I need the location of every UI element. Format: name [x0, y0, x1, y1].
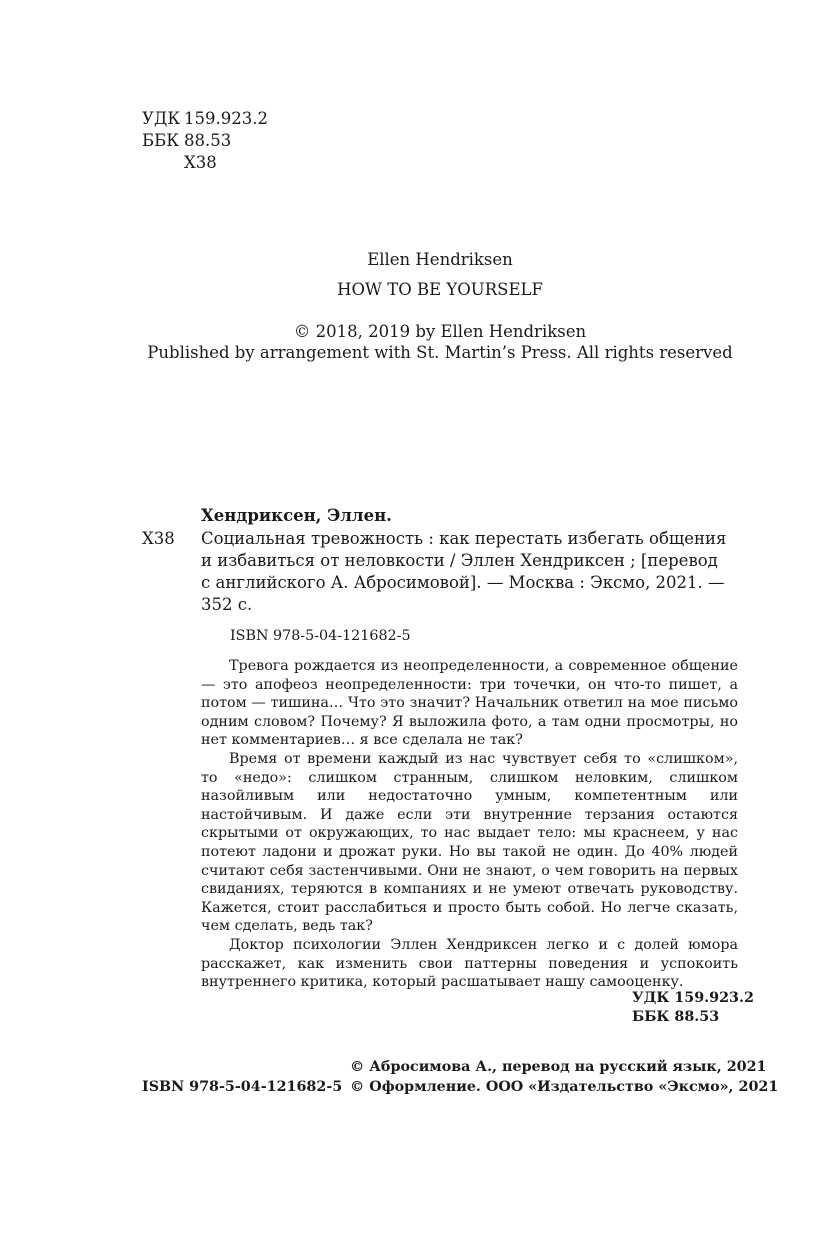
classification-block: [142, 108, 268, 174]
bib-description: [201, 528, 737, 616]
annotation-paragraph: Доктор психологии Эллен Хендриксен легко и с долей юмора расскажет, как изменить свои паттерны поведения и успокоить внутреннего критика, который расшатывает нашу самооценку.: [201, 936, 738, 991]
publishing-rights-line: Published by arrangement with St. Martin’s Press. All rights reserved: [147, 343, 733, 362]
udk-value: 159.923.2: [184, 109, 268, 128]
bib-line: и избавиться от неловкости / Эллен Хендриксен ; [перевод: [201, 551, 718, 570]
udk-label: УДК: [142, 109, 181, 128]
author-sign: Х38: [184, 153, 217, 172]
bbk-row: [142, 130, 268, 152]
bbk-value: 88.53: [184, 131, 232, 150]
author-sign-row: [142, 152, 268, 174]
bib-isbn: ISBN 978-5-04-121682-5: [230, 628, 411, 644]
original-title: HOW TO BE YOURSELF: [337, 280, 543, 299]
bib-line: 352 с.: [201, 595, 253, 614]
copyright-translation: © Абросимова А., перевод на русский язык, 2021: [350, 1059, 767, 1075]
copyright-design: © Оформление. ООО «Издательство «Эксмо», 2021: [350, 1079, 779, 1095]
annotation: [201, 657, 738, 992]
annotation-paragraph: Время от времени каждый из нас чувствует себя то «слишком», то «недо»: слишком странным, слишком неловким, слишком назойливым или недостаточно умным, компетентным или настойчивым. И даже если эти внутренние терзания остаются скрытыми от окружающих, то нас выдает тело: мы краснеем, у нас потеют ладони и дрожат руки. Но вы такой не один. До 40% людей считают себя застенчивыми. Они не знают, о чем говорить на первых свиданиях, теряются в компаниях и не умеют отвечать руководству. Кажется, стоит расслабиться и просто быть собой. Но легче сказать, чем сделать, ведь так?: [201, 750, 738, 935]
bib-heading: Хендриксен, Эллен.: [201, 506, 392, 525]
bottom-udk: УДК 159.923.2: [632, 990, 754, 1006]
copyright-original-line: © 2018, 2019 by Ellen Hendriksen: [293, 322, 587, 341]
bottom-codes: [632, 989, 754, 1026]
udk-row: [142, 108, 268, 130]
annotation-paragraph: Тревога рождается из неопределенности, а современное общение — это апофеоз неопределенности: три точечки, он что-то пишет, а потом — тишина… Что это значит? Начальник ответил на мое письмо одним словом? Почему? Я выложила фото, а там одни просмотры, но нет комментариев… я все сделала не так?: [201, 658, 738, 749]
footer-isbn: ISBN 978-5-04-121682-5: [142, 1079, 343, 1095]
original-author: Ellen Hendriksen: [367, 250, 513, 269]
bbk-label: ББК: [142, 131, 180, 150]
bib-line: Социальная тревожность : как перестать избегать общения: [201, 529, 727, 548]
bib-author-sign: Х38: [142, 529, 175, 548]
bottom-bbk: ББК 88.53: [632, 1008, 720, 1025]
bib-line: с английского А. Абросимовой]. — Москва : Эксмо, 2021. —: [201, 573, 725, 592]
